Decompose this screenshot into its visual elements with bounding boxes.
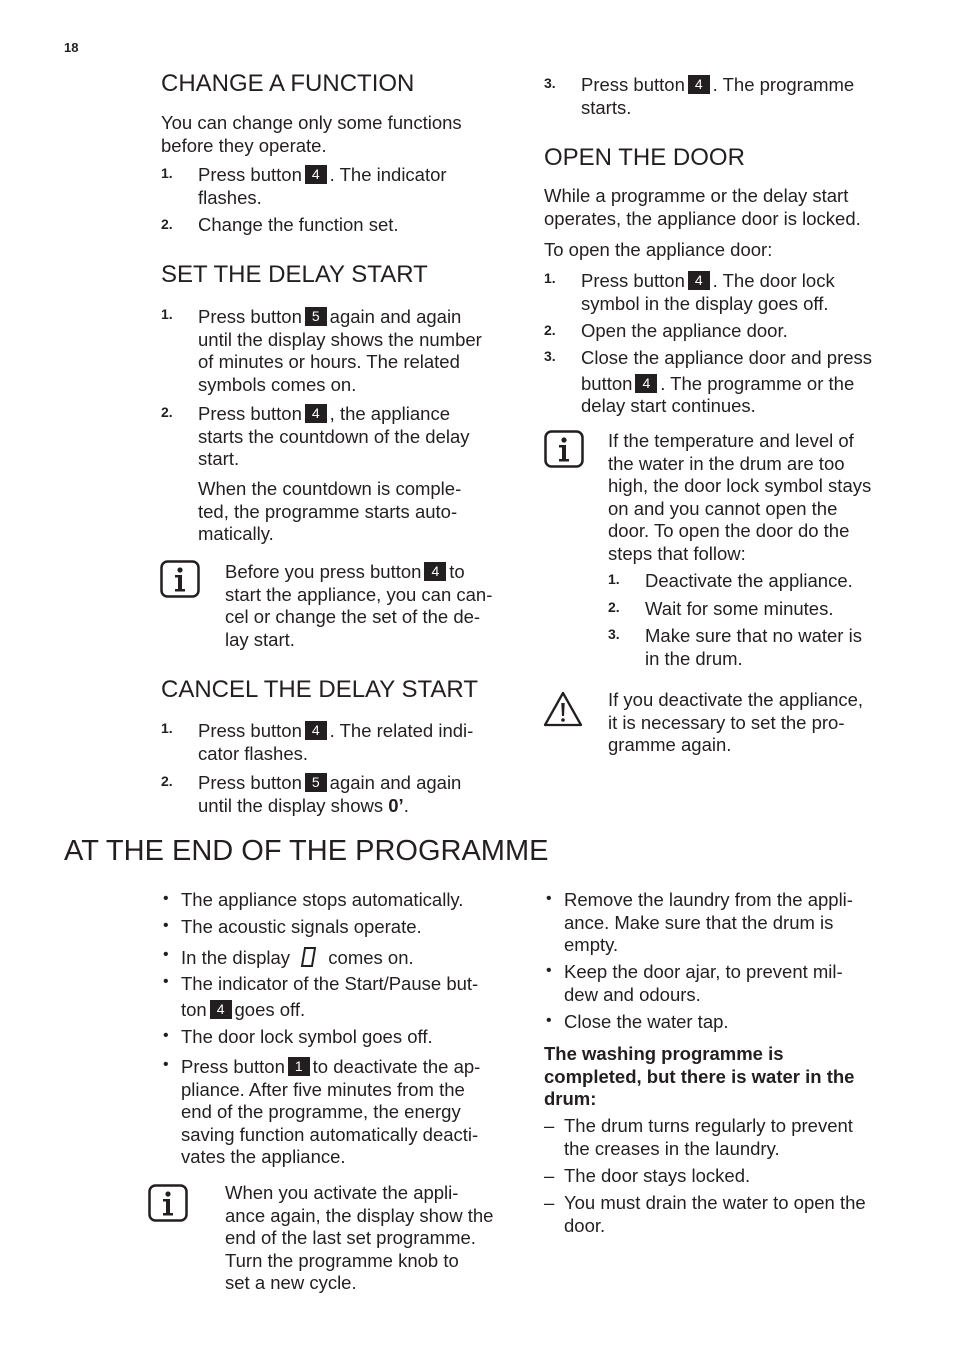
bullet: •: [163, 1056, 169, 1073]
step-number: 1.: [161, 720, 173, 736]
end-info: When you activate the appli- ance again, the display show the end of the last set programme. Turn the programme knob to set a new cycle.: [225, 1182, 494, 1293]
step-number: 3.: [608, 626, 620, 642]
step-number: 2.: [544, 322, 556, 338]
end-right-bullet-3: Close the water tap.: [564, 1011, 729, 1032]
end-bullet-2: The acoustic signals operate.: [181, 916, 422, 937]
open-door-step-3: Close the appliance door and press button 4 . The programme or the delay start continues.: [581, 347, 873, 416]
heading-cancel-delay-start: CANCEL THE DELAY START: [161, 676, 478, 703]
right-step-3: Press button 4 . The programme starts.: [581, 74, 855, 118]
change-function-intro: You can change only some functions before they operate.: [161, 112, 462, 156]
button-key: 4: [210, 1000, 232, 1019]
info-icon: [148, 1184, 188, 1222]
cancel-delay-step-1: Press button 4 . The related indi- cator flashes.: [198, 720, 474, 764]
set-delay-info: Before you press button 4 to start the appliance, you can can- cel or change the set of the de- lay start.: [225, 561, 493, 650]
button-key: 4: [305, 165, 327, 184]
button-key: 4: [305, 721, 327, 740]
end-right-bullet-1: Remove the laundry from the appli- ance. Make sure that the drum is empty.: [564, 889, 853, 955]
button-key: 4: [424, 562, 446, 581]
step-number: 3.: [544, 348, 556, 364]
cancel-delay-step-2: Press button 5 again and again until the display shows 0’.: [198, 772, 462, 816]
page-number: 18: [64, 40, 79, 55]
button-key: 5: [305, 307, 327, 326]
step-number: 1.: [544, 270, 556, 286]
button-key: 5: [305, 773, 327, 792]
set-delay-step-2: Press button 4 , the appliance starts the countdown of the delay start.: [198, 403, 470, 469]
end-dash-1: The drum turns regularly to prevent the creases in the laundry.: [564, 1115, 853, 1159]
step-number: 2.: [161, 773, 173, 789]
open-door-info: If the temperature and level of the water in the drum are too high, the door lock symbol stays on and you cannot open the door. To open the door do the steps that follow:: [608, 430, 872, 564]
display-digit-icon: [299, 946, 319, 968]
step-number: 1.: [161, 165, 173, 181]
bullet: •: [546, 962, 552, 979]
bullet: •: [546, 890, 552, 907]
dash: –: [544, 1165, 555, 1186]
end-bold-heading: The washing programme is completed, but there is water in the drum:: [544, 1043, 855, 1109]
set-delay-step-1: Press button 5 again and again until the display shows the number of minutes or hours. The related symbols comes on.: [198, 306, 482, 395]
dash: –: [544, 1192, 555, 1213]
button-key: 4: [688, 271, 710, 290]
open-door-lead: To open the appliance door:: [544, 239, 773, 260]
set-delay-note: When the countdown is comple- ted, the programme starts auto- matically.: [198, 478, 462, 544]
end-bullet-1: The appliance stops automatically.: [181, 889, 464, 910]
step-number: 2.: [161, 216, 173, 232]
open-door-intro: While a programme or the delay start operates, the appliance door is locked.: [544, 185, 861, 229]
end-bullet-6: Press button 1 to deactivate the ap- pliance. After five minutes from the end of the programme, the energy saving function automatically deacti- vates the appliance.: [181, 1056, 481, 1167]
step-number: 2.: [608, 599, 620, 615]
bullet: •: [163, 946, 169, 963]
bullet: •: [163, 973, 169, 990]
bullet: •: [546, 1012, 552, 1029]
button-key: 1: [288, 1057, 310, 1076]
bullet: •: [163, 890, 169, 907]
open-door-sub-2: Wait for some minutes.: [645, 598, 834, 619]
end-dash-2: The door stays locked.: [564, 1165, 751, 1186]
button-key: 4: [688, 75, 710, 94]
button-key: 4: [635, 374, 657, 393]
dash: –: [544, 1115, 555, 1136]
step-number: 1.: [608, 571, 620, 587]
heading-open-door: OPEN THE DOOR: [544, 144, 745, 171]
step-number: 1.: [161, 306, 173, 322]
info-icon: [160, 560, 200, 598]
end-bullet-3: In the display comes on.: [181, 947, 414, 968]
open-door-step-1: Press button 4 . The door lock symbol in the display goes off.: [581, 270, 835, 314]
step-number: 2.: [161, 404, 173, 420]
info-icon: [544, 430, 584, 468]
end-bullet-4: The indicator of the Start/Pause but- ton 4 goes off.: [181, 973, 479, 1020]
open-door-sub-3: Make sure that no water is in the drum.: [645, 625, 862, 669]
step-number: 3.: [544, 75, 556, 91]
open-door-sub-1: Deactivate the appliance.: [645, 570, 853, 591]
heading-change-function: CHANGE A FUNCTION: [161, 70, 415, 97]
heading-set-delay-start: SET THE DELAY START: [161, 261, 428, 288]
bullet: •: [163, 917, 169, 934]
end-right-bullet-2: Keep the door ajar, to prevent mil- dew and odours.: [564, 961, 843, 1005]
button-key: 4: [305, 404, 327, 423]
change-function-step-2: Change the function set.: [198, 214, 399, 235]
open-door-warning: If you deactivate the appliance, it is necessary to set the pro- gramme again.: [608, 689, 864, 755]
end-dash-3: You must drain the water to open the door.: [564, 1192, 866, 1236]
open-door-step-2: Open the appliance door.: [581, 320, 788, 341]
heading-end-of-programme: AT THE END OF THE PROGRAMME: [64, 835, 549, 867]
change-function-step-1: Press button 4 . The indicator flashes.: [198, 164, 447, 208]
bullet: •: [163, 1027, 169, 1044]
end-bullet-5: The door lock symbol goes off.: [181, 1026, 433, 1047]
warning-icon: [543, 690, 583, 728]
